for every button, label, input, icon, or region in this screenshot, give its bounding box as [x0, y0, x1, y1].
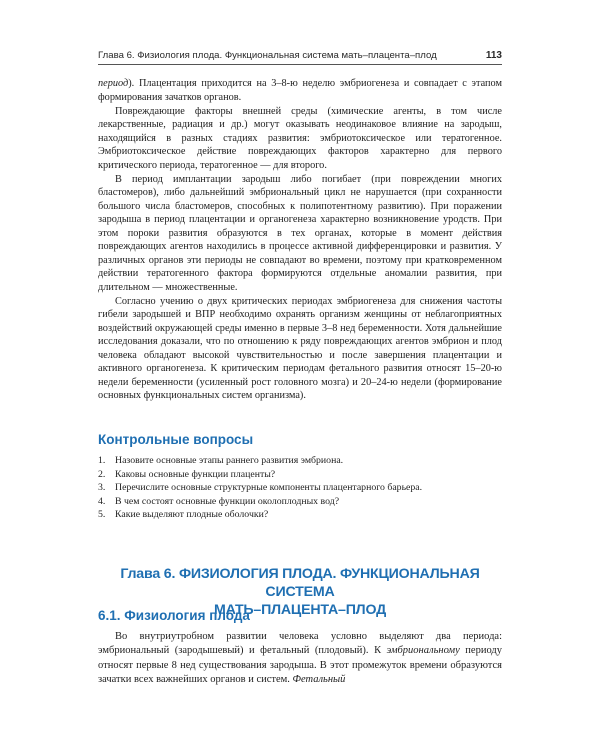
section-text-2: периоду относят первые 8 нед существования зародыша. В этот промежуток времени образуются зачатки всех важнейших органов и систем. — [98, 645, 502, 686]
question-item — [98, 468, 502, 482]
question-text: Каковы основные функции плаценты? — [115, 468, 276, 480]
question-item — [98, 495, 502, 509]
paragraph-1 — [98, 77, 502, 104]
question-number: 4. — [98, 495, 106, 507]
question-text: Какие выделяют плодные оболочки? — [115, 509, 269, 521]
paragraph-2: Повреждающие факторы внешней среды (химические агенты, в том числе лекарственные, радиация и др.) могут оказывать неодинаковое влияние на зародыш, находящийся в разных стадиях развития: эмбриотоксическое или тератогенное. Эмбриотоксическое действие повреждающих факторов характерно для первого критического периода, тератогенное — для второго. — [98, 105, 502, 171]
section-title: 6.1. Физиология плода — [98, 608, 250, 623]
section-text-1: Во внутриутробном развитии человека условно выделяют два периода: эмбриональный (зародышевый) и фетальный (плодовый). К — [98, 631, 502, 657]
paragraph-4: Согласно учению о двух критических периодах эмбриогенеза для снижения частоты гибели зародышей и ВПР необходимо охранять организм женщины от неблагоприятных воздействий окружающей среды именно в первые 3–8 нед беременности. Хотя дальнейшие исследования доказали, что по отношению к ряду повреждающих агентов эмбрион и плод человека обладают высокой чувствительностью и после завершения плацентации и активного органогенеза. К критическим периодам фетального развития относят 15–20-ю недели беременности (усиленный рост головного мозга) и 20–24-ю недели (формирование основных функциональных систем организма). — [98, 295, 502, 401]
paragraph-1-text: ). Плацентация приходится на 3–8-ю неделю эмбриогенеза и совпадает с этапом формирования зачатков органов. — [98, 78, 502, 103]
questions-heading: Контрольные вопросы — [98, 432, 254, 447]
chapter-title-line-2: МАТЬ–ПЛАЦЕНТА–ПЛОД — [214, 602, 386, 618]
question-number: 5. — [98, 509, 106, 521]
question-number: 2. — [98, 468, 106, 480]
paragraph-1-italic: период — [98, 78, 129, 89]
chapter-title-line-1: Глава 6. ФИЗИОЛОГИЯ ПЛОДА. ФУНКЦИОНАЛЬНАЯ СИСТЕМА — [120, 566, 480, 600]
body-text — [98, 77, 502, 403]
questions-list — [98, 454, 502, 522]
section-body — [98, 630, 502, 688]
question-item — [98, 454, 502, 468]
question-text: В чем состоят основные функции околоплодных вод? — [115, 495, 340, 507]
running-header — [98, 50, 502, 65]
running-title: Глава 6. Физиология плода. Функциональная система мать–плацента–плод — [98, 50, 437, 61]
question-number: 1. — [98, 455, 106, 466]
section-paragraph — [98, 630, 502, 688]
question-item — [98, 481, 502, 495]
question-item — [98, 508, 502, 522]
question-text: Перечислите основные структурные компоненты плацентарного барьера. — [115, 482, 423, 494]
page-number: 113 — [485, 50, 502, 61]
section-italic-1: эмбриональному — [386, 645, 460, 657]
question-text: Назовите основные этапы раннего развития эмбриона. — [115, 455, 344, 466]
question-number: 3. — [98, 482, 106, 494]
paragraph-3: В период имплантации зародыш либо погибает (при повреждении многих бластомеров), либо дальнейший эмбриональный цикл не нарушается (при сохранности большого числа бластомеров, способных к полипотентному развитию). При поражении зародыша в период плацентации и органогенеза характерно возникновение уродств. При этом пороки развития образуются в тех органах, которые в момент действия повреждающих агентов находились в процессе активной дифференцировки и развития. У различных органов эти периоды не совпадают во времени, поэтому при кратковременном действии тератогенного фактора формируются отдельные аномалии развития, при длительном — множественные. — [98, 173, 502, 293]
section-italic-2: Фетальный — [292, 674, 346, 686]
